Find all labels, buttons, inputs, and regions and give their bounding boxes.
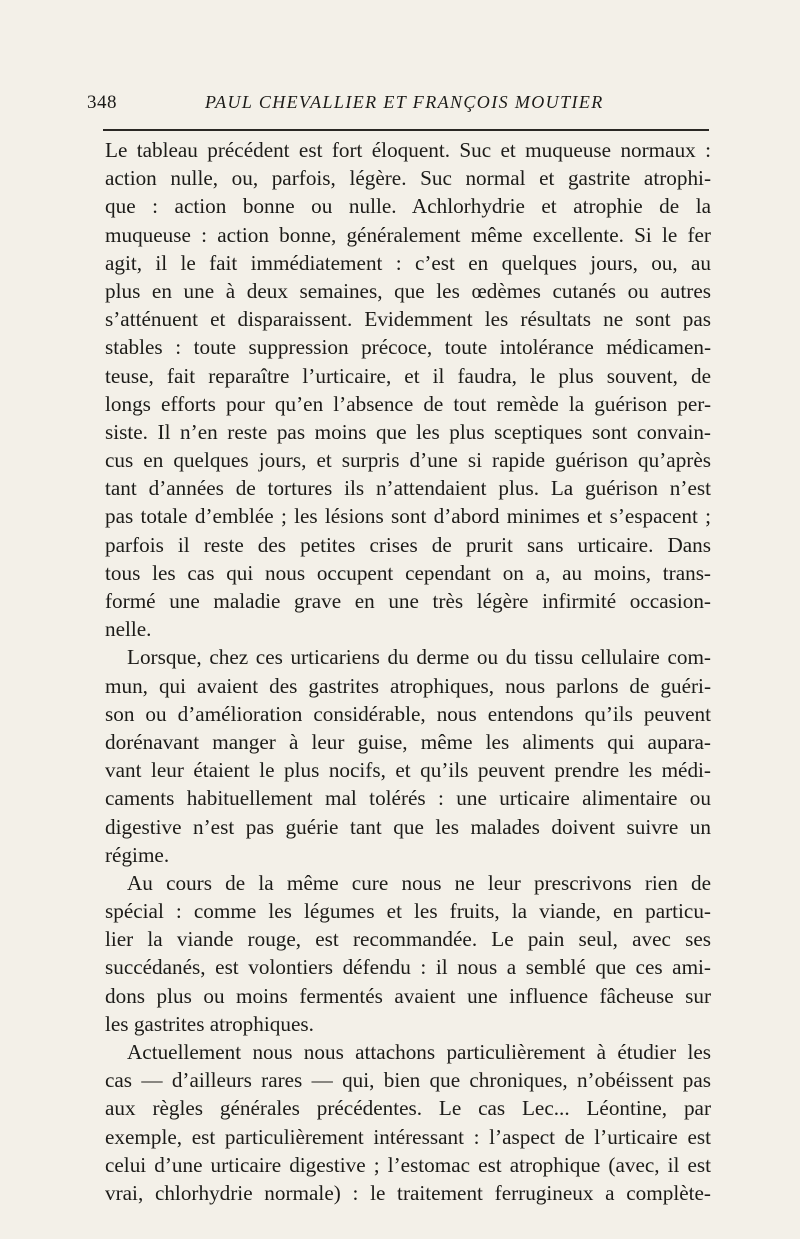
running-title: PAUL CHEVALLIER ET FRANÇOIS MOUTIER [205, 92, 604, 112]
text-line: pas totale d’emblée ; les lésions sont d’abord minimes et s’espacent ; [105, 504, 711, 529]
text-line: mun, qui avaient des gastrites atrophiques, nous parlons de guéri- [105, 673, 711, 698]
text-line: tant d’années de tortures ils n’attendaient plus. La guérison n’est [105, 476, 711, 501]
text-line: Lorsque, chez ces urticariens du derme ou du tissu cellulaire com- [127, 645, 711, 670]
text-line: celui d’une urticaire digestive ; l’estomac est atrophique (avec, il est [105, 1152, 711, 1177]
text-line: caments habituellement mal tolérés : une urticaire alimentaire ou [105, 786, 711, 811]
text-line: plus en une à deux semaines, que les œdèmes cutanés ou autres [105, 278, 711, 303]
text-line: spécial : comme les légumes et les fruits, la viande, en particu- [105, 899, 711, 924]
text-line: muqueuse : action bonne, généralement même excellente. Si le fer [105, 222, 711, 247]
page-number: 348 [87, 92, 117, 113]
text-line: que : action bonne ou nulle. Achlorhydrie et atrophie de la [105, 194, 711, 219]
text-line: digestive n’est pas guérie tant que les malades doivent suivre un [105, 814, 711, 839]
text-line: Actuellement nous nous attachons particulièrement à étudier les [127, 1040, 711, 1064]
text-line: cus en quelques jours, et surpris d’une si rapide guérison qu’après [105, 448, 711, 473]
text-line: vrai, chlorhydrie normale) : le traitement ferrugineux a complète- [105, 1180, 711, 1205]
text-line: dorénavant manger à leur guise, même les aliments qui aupara- [105, 729, 711, 754]
text-line: action nulle, ou, parfois, légère. Suc normal et gastrite atrophi- [105, 166, 711, 191]
text-line: régime. [105, 842, 170, 867]
text-line: exemple, est particulièrement intéressant : l’aspect de l’urticaire est [105, 1124, 711, 1149]
text-line: longs efforts pour qu’en l’absence de tout remède la guérison per- [105, 391, 711, 416]
running-head [87, 92, 712, 120]
text-line: s’atténuent et disparaissent. Evidemment les résultats ne sont pas [105, 307, 711, 332]
text-line: stables : toute suppression précoce, toute intolérance médicamen- [105, 335, 711, 360]
text-line: Le tableau précédent est fort éloquent. Suc et muqueuse normaux : [105, 138, 711, 162]
text-line: tous les cas qui nous occupent cependant on a, au moins, trans- [105, 560, 711, 585]
text-line: vant leur étaient le plus nocifs, et qu’ils peuvent prendre les médi- [105, 758, 711, 783]
text-line: parfois il reste des petites crises de prurit sans urticaire. Dans [105, 532, 711, 557]
header-rule [103, 129, 709, 131]
text-line: siste. Il n’en reste pas moins que les plus sceptiques sont convain- [105, 419, 711, 444]
body-text [105, 136, 711, 1207]
text-line: son ou d’amélioration considérable, nous entendons qu’ils peuvent [105, 701, 711, 726]
text-line: Au cours de la même cure nous ne leur prescrivons rien de [127, 870, 711, 895]
text-line: cas — d’ailleurs rares — qui, bien que chroniques, n’obéissent pas [105, 1068, 711, 1093]
text-line: teuse, fait reparaître l’urticaire, et il faudra, le plus souvent, de [105, 363, 711, 388]
text-line: aux règles générales précédentes. Le cas Lec... Léontine, par [105, 1096, 711, 1121]
text-line: agit, il le fait immédiatement : c’est en quelques jours, ou, au [105, 250, 711, 275]
text-line: formé une maladie grave en une très légère infirmité occasion- [105, 589, 711, 613]
text-line: dons plus ou moins fermentés avaient une influence fâcheuse sur [105, 983, 711, 1008]
text-line: succédanés, est volontiers défendu : il nous a semblé que ces ami- [105, 955, 711, 980]
text-line: nelle. [105, 617, 152, 642]
text-line: lier la viande rouge, est recommandée. Le pain seul, avec ses [105, 927, 711, 952]
text-line: les gastrites atrophiques. [105, 1011, 314, 1036]
